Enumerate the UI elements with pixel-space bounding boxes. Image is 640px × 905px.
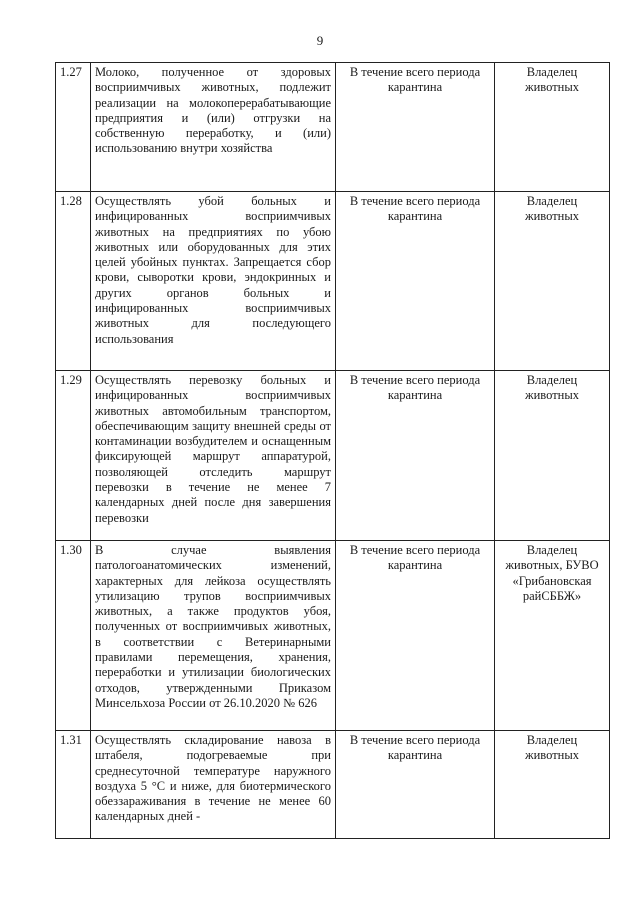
measure-term: В течение всего периода карантина — [336, 731, 495, 839]
measure-description — [91, 541, 336, 731]
measure-description — [91, 731, 336, 839]
measure-description — [91, 63, 336, 192]
measure-term: В течение всего периода карантина — [336, 541, 495, 731]
measure-description — [91, 192, 336, 371]
measure-responsible: Владелец животных, БУВО «Грибановская райСББЖ» — [495, 541, 610, 731]
description-text: Осуществлять убой больных и инфицированных восприимчивых животных на предприятиях по убою животных или оборудованных для этих целей убойных пунктах. Запрещается сбор крови, сыворотки крови, эндокринных и других органов больных и инфицированных восприимчивых животных для последующего использования — [95, 194, 331, 346]
table-row — [56, 192, 610, 371]
measure-responsible: Владелец животных — [495, 63, 610, 192]
row-number: 1.28 — [56, 192, 91, 371]
measure-term: В течение всего периода карантина — [336, 371, 495, 541]
table-row — [56, 541, 610, 731]
measure-responsible: Владелец животных — [495, 192, 610, 371]
measure-term: В течение всего периода карантина — [336, 63, 495, 192]
description-text: Молоко, полученное от здоровых восприимчивых животных, подлежит реализации на молокоперерабатывающие предприятия и (или) отгрузки на собственную переработку, и (или) использованию внутри хозяйства — [95, 65, 331, 156]
table-row — [56, 371, 610, 541]
description-text: В случае выявления патологоанатомических изменений, характерных для лейкоза осуществлять утилизацию трупов восприимчивых животных, а также продуктов убоя, полученных от восприимчивых животных, в соответствии с Ветеринарными правилами перемещения, хранения, переработки и утилизации биологических отходов, утвержденными Приказом Минсельхоза России от 26.10.2020 № 626 — [95, 543, 331, 710]
measure-responsible: Владелец животных — [495, 731, 610, 839]
measure-responsible: Владелец животных — [495, 371, 610, 541]
measure-description — [91, 371, 336, 541]
table-row — [56, 731, 610, 839]
table-row — [56, 63, 610, 192]
measure-term: В течение всего периода карантина — [336, 192, 495, 371]
row-number: 1.31 — [56, 731, 91, 839]
row-number: 1.30 — [56, 541, 91, 731]
description-text: Осуществлять складирование навоза в штабеля, подогреваемые при среднесуточной температуре наружного воздуха 5 °С и ниже, для биотермического обеззараживания в течение не менее 60 календарных дней - — [95, 733, 331, 824]
row-number: 1.29 — [56, 371, 91, 541]
row-number: 1.27 — [56, 63, 91, 192]
page-number: 9 — [316, 33, 324, 48]
description-text: Осуществлять перевозку больных и инфицированных восприимчивых животных автомобильным транспортом, обеспечивающим защиту внешней среды от контаминации возбудителем и оснащенным фиксирующей маршрут аппаратурой, позволяющей отследить маршрут перевозки в течение не менее 7 календарных дней после дня завершения перевозки — [95, 373, 331, 525]
measures-table — [55, 62, 610, 839]
